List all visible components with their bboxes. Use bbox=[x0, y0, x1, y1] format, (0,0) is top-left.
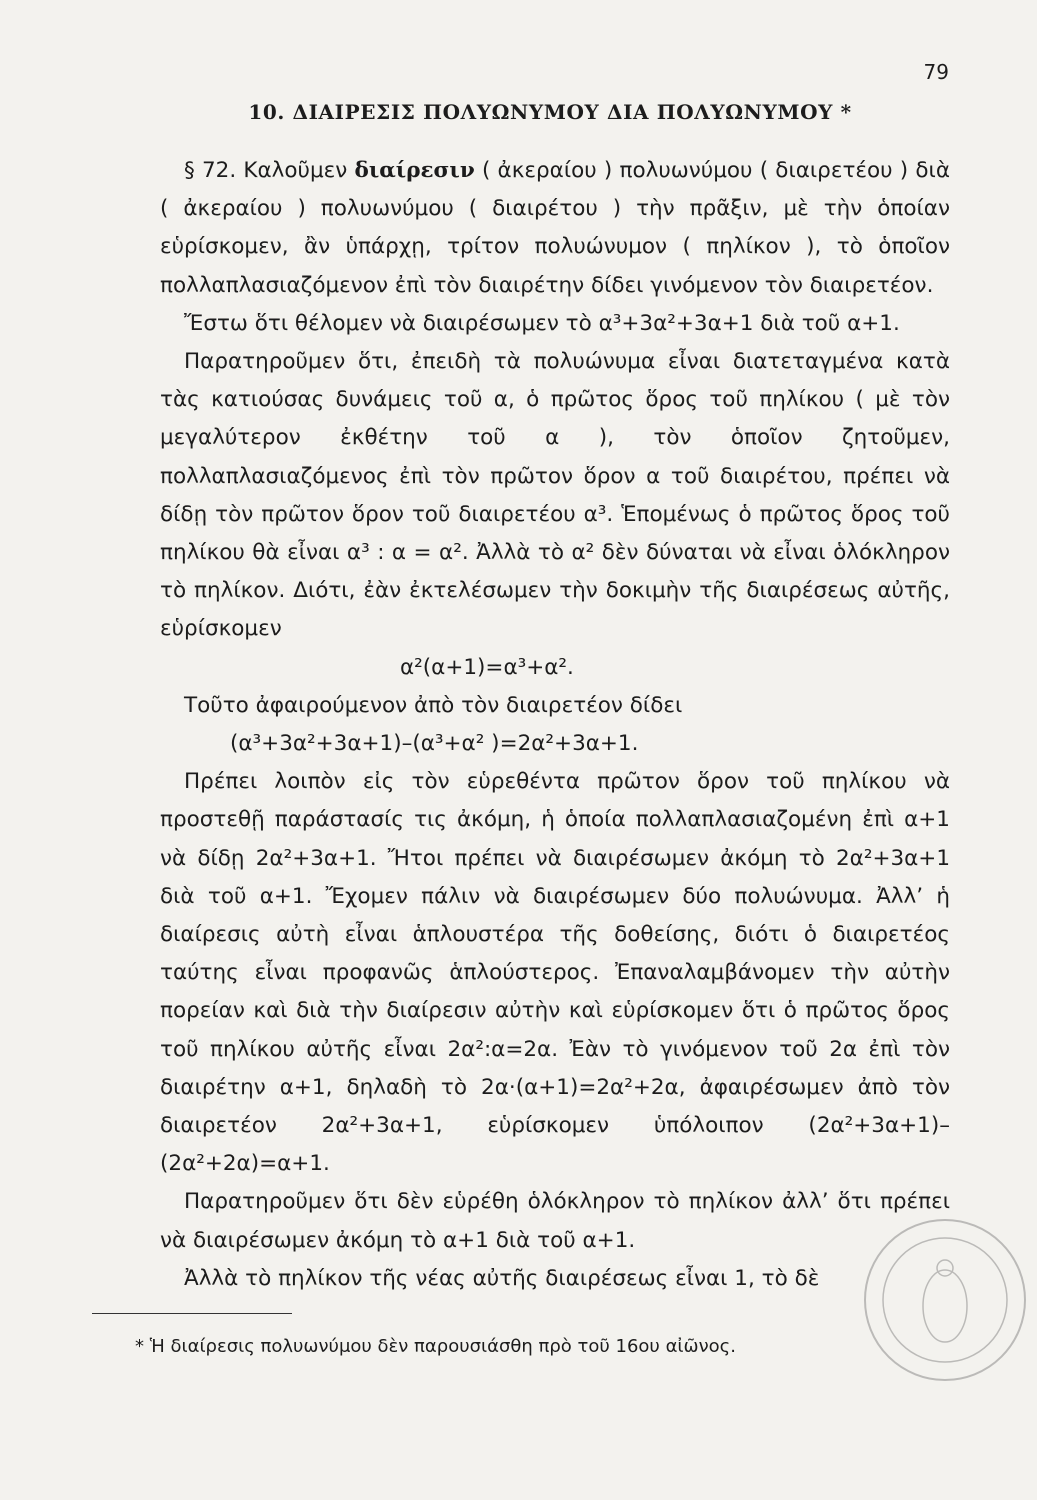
definition-text: ( ἀκεραίου ) πολυωνύμου ( διαιρετέου ) διὰ ( ἀκεραίου ) πολυωνύμου ( διαιρέτου ) τὴν πρᾶξιν, μὲ τὴν ὁποίαν εὑρίσκομεν, ἂν ὑπάρχῃ, τρίτον πολυώνυμον ( πηλίκον ), τὸ ὁποῖον πολλαπλασιαζόμενον ἐπὶ τὸν διαιρέτην δίδει γινόμενον τὸν διαιρετέον. bbox=[160, 158, 950, 298]
chapter-heading: 10. ΔΙΑΙΡΕΣΙΣ ΠΟΛΥΩΝΥΜΟΥ ΔΙΑ ΠΟΛΥΩΝΥΜΟΥ * bbox=[248, 100, 852, 124]
paragraph-example: Ἔστω ὅτι θέλομεν νὰ διαιρέσωμεν τὸ α³+3α²+3α+1 διὰ τοῦ α+1. bbox=[184, 310, 900, 336]
body-text bbox=[160, 152, 950, 1298]
defined-term: διαίρεσιν bbox=[354, 158, 475, 183]
formula-check: α²(α+1)=α³+α². bbox=[400, 654, 574, 680]
paragraph-final: Ἀλλὰ τὸ πηλίκον τῆς νέας αὐτῆς διαιρέσεως εἶναι 1, τὸ δὲ bbox=[184, 1265, 820, 1291]
paragraph-note: Παρατηροῦμεν ὅτι δὲν εὑρέθη ὁλόκληρον τὸ πηλίκον ἀλλ’ ὅτι πρέπει νὰ διαιρέσωμεν ἀκόμη τὸ α+1 διὰ τοῦ α+1. bbox=[160, 1189, 950, 1253]
footnote-divider bbox=[92, 1313, 292, 1314]
page-number: 79 bbox=[923, 60, 949, 84]
definition-paragraph bbox=[160, 152, 950, 305]
paragraph-subtraction: Τοῦτο ἀφαιρούμενον ἀπὸ τὸν διαιρετέον δίδει bbox=[184, 692, 683, 718]
library-stamp-icon bbox=[855, 1210, 1035, 1390]
paragraph-continuation: Πρέπει λοιπὸν εἰς τὸν εὑρεθέντα πρῶτον ὅρον τοῦ πηλίκου νὰ προστεθῇ παράστασίς τις ἀκόμη, ἡ ὁποία πολλαπλασιαζομένη ἐπὶ α+1 νὰ δίδῃ 2α²+3α+1. Ἤτοι πρέπει νὰ διαιρέσωμεν ἀκόμη τὸ 2α²+3α+1 διὰ τοῦ α+1. Ἔχομεν πάλιν νὰ διαιρέσωμεν δύο πολυώνυμα. Ἀλλ’ ἡ διαίρεσις αὐτὴ εἶναι ἁπλουστέρα τῆς δοθείσης, διότι ὁ διαιρετέος ταύτης εἶναι προφανῶς ἁπλούστερος. Ἐπαναλαμβάνομεν τὴν αὐτὴν πορείαν καὶ διὰ τὴν διαίρεσιν αὐτὴν καὶ εὑρίσκομεν ὅτι ὁ πρῶτος ὅρος τοῦ πηλίκου αὐτῆς εἶναι 2α²:α=2α. Ἐὰν τὸ γινόμενον τοῦ 2α ἐπὶ τὸν διαιρέτην α+1, δηλαδὴ τὸ 2α·(α+1)=2α²+2α, ἀφαιρέσωμεν ἀπὸ τὸν διαιρετέον 2α²+3α+1, εὑρίσκομεν ὑπόλοιπον (2α²+3α+1)–(2α²+2α)=α+1. bbox=[160, 769, 950, 1177]
paragraph-observation: Παρατηροῦμεν ὅτι, ἐπειδὴ τὰ πολυώνυμα εἶναι διατεταγμένα κατὰ τὰς κατιούσας δυνάμεις τοῦ α, ὁ πρῶτος ὅρος τοῦ πηλίκου ( μὲ τὸν μεγαλύτερον ἐκθέτην τοῦ α ), τὸν ὁποῖον ζητοῦμεν, πολλαπλασιαζόμενος ἐπὶ τὸν πρῶτον ὅρον α τοῦ διαιρέτου, πρέπει νὰ δίδῃ τὸν πρῶτον ὅρον τοῦ διαιρετέου α³. Ἑπομένως ὁ πρῶτος ὅρος τοῦ πηλίκου θὰ εἶναι α³ : α = α². Ἀλλὰ τὸ α² δὲν δύναται νὰ εἶναι ὁλόκληρον τὸ πηλίκον. Διότι, ἐὰν ἐκτελέσωμεν τὴν δοκιμὴν τῆς διαιρέσεως αὐτῆς, εὑρίσκομεν bbox=[160, 349, 950, 642]
section-label: § 72. bbox=[184, 158, 237, 183]
definition-intro: Καλοῦμεν bbox=[243, 158, 348, 183]
footnote: * Ἡ διαίρεσις πολυωνύμου δὲν παρουσιάσθη πρὸ τοῦ 16ου αἰῶνος. bbox=[135, 1336, 736, 1357]
formula-remainder: (α³+3α²+3α+1)–(α³+α² )=2α²+3α+1. bbox=[230, 731, 639, 757]
